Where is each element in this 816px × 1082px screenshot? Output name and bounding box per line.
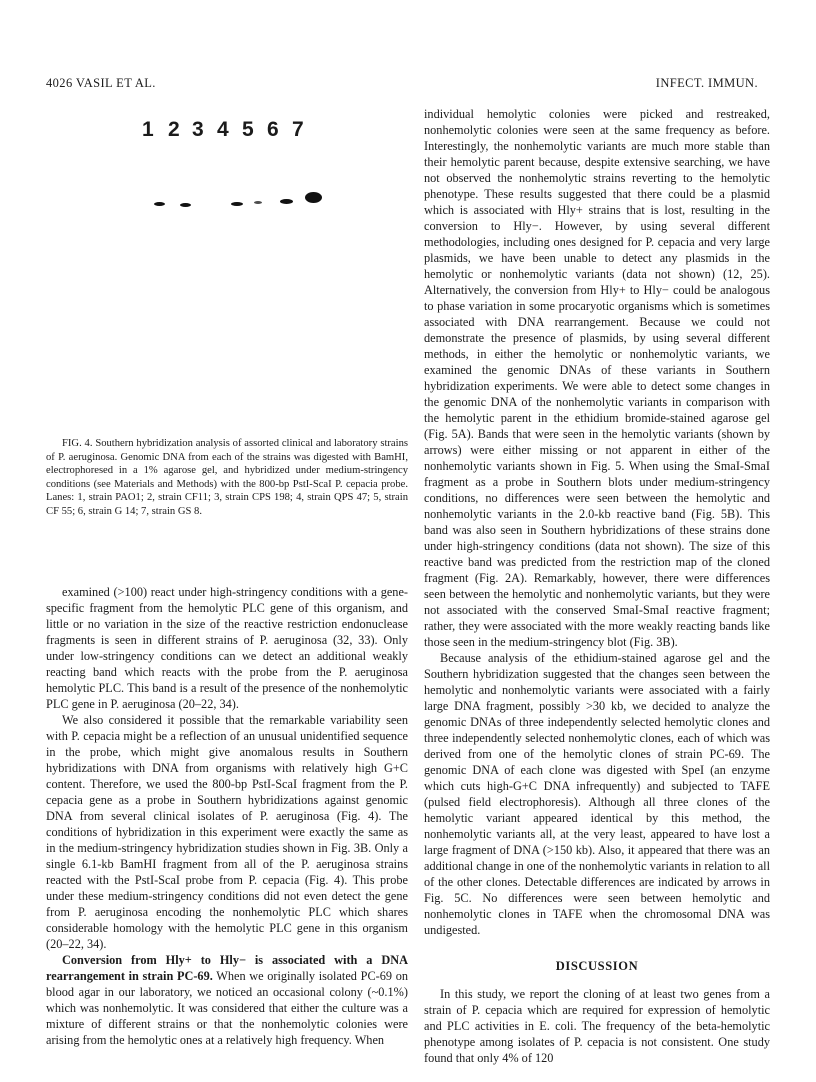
right-column (424, 106, 770, 1066)
body-paragraph-runin (46, 952, 408, 1048)
band-lane-4 (231, 202, 243, 206)
lane-label-1: 1 (142, 118, 154, 141)
band-lane-5 (254, 201, 262, 204)
running-header-right: INFECT. IMMUN. (655, 76, 758, 90)
band-lane-7 (305, 192, 322, 203)
body-paragraph: Because analysis of the ethidium-stained agarose gel and the Southern hybridization suggested that the changes seen between the hemolytic and nonhemolytic variants were associated with a fairly large DNA fragment, possibly >30 kb, we decided to analyze the genomic DNAs of three independently selected hemolytic clones and three independently selected nonhemolytic clones, each of which was derived from one of the hemolytic clones of strain PC-69. The genomic DNA of each clone was digested with SpeI (an enzyme which cuts high-G+C DNA infrequently) and subjected to TAFE (pulsed field electrophoresis). Although all three clones of the hemolytic variant appeared identical by this method, the nonhemolytic variants all, at the very least, appeared to have lost a large fragment of DNA (>150 kb). Also, it appeared that there was an additional change in one of the nonhemolytic variants in relation to all of the other clones. Detectable differences are indicated by arrows in Fig. 5C. No differences were seen between hemolytic and nonhemolytic clones in TAFE when the chromosomal DNA was undigested. (424, 651, 770, 937)
left-column (46, 437, 408, 519)
lane-label-3: 3 (192, 118, 204, 141)
section-heading-discussion: DISCUSSION (555, 959, 639, 973)
runin-heading: Conversion from Hly+ to Hly− is associated with a DNA rearrangement in strain PC-69. (46, 953, 408, 983)
lane-label-6: 6 (267, 118, 279, 141)
body-paragraph: In this study, we report the cloning of at least two genes from a strain of P. cepacia which are required for expression of hemolytic and PLC activities in E. coli. The frequency of the beta-hemolytic phenotype among isolates of P. cepacia is not consistent. One study found that only 4% of 120 (424, 987, 770, 1065)
body-paragraph: individual hemolytic colonies were picked and restreaked, nonhemolytic colonies were seen at the same frequency as before. Interestingly, the nonhemolytic variants are much more stable than their hemolytic parent because, despite extensive searching, we have not observed the nonhemolytic strains reverting to the hemolytic phenotype. These results suggested that there could be a plasmid which is associated with Hly+ strains that is lost, resulting in the conversion to Hly−. However, by using several different methodologies, including ones designed for P. cepacia and very large plasmids, we have been unable to detect any plasmids in the hemolytic or nonhemolytic variants (data not shown) (12, 25). Alternatively, the conversion from Hly+ to Hly− could be analogous to phase variation in some procaryotic organisms which is sometimes associated with DNA rearrangement. Because we could not demonstrate the presence of plasmids, by using several different methods, in either the hemolytic or nonhemolytic variants, we examined the genomic DNAs of these variants in Southern hybridization experiments. We were able to detect some changes in the genomic DNA of the nonhemolytic variants in comparison with the hemolytic parent in the ethidium bromide-stained agarose gel (Fig. 5A). Bands that were seen in the hemolytic variants (shown by arrows) were either missing or not apparent in either of the nonhemolytic variants shown in Fig. 5. When using the SmaI-SmaI fragment as a probe in Southern blots under medium-stringency conditions, no differences were seen between the hemolytic and nonhemolytic variants in the 2.0-kb reactive band (Fig. 5B). This band was also seen in Southern hybridizations of these strains done under high-stringency conditions (data not shown). The size of this reactive band was predicted from the restriction map of the cloned fragment (Fig. 2A). Remarkably, however, there were differences seen between the hemolytic and nonhemolytic variants, but they were not associated with the conserved SmaI-SmaI reactive fragment; rather, they were associated with the more weakly reacting bands like those seen in the medium-stringency blot (Fig. 3B). (424, 107, 770, 649)
lane-label-2: 2 (168, 118, 180, 141)
lane-label-5: 5 (242, 118, 254, 141)
southern-blot-figure (140, 112, 340, 222)
body-paragraph: examined (>100) react under high-stringency conditions with a gene-specific fragment from the hemolytic PLC gene of this organism, and little or no variation in the size of the reactive restriction endonuclease fragments is seen in different strains of P. aeruginosa (32, 33). Only under low-stringency conditions can we detect an additional weakly reacting band which reacts with the probe from the P. aeruginosa hemolytic PLC. This band is a result of the presence of the nonhemolytic PLC gene in P. aeruginosa (20–22, 34). (46, 585, 408, 711)
lane-label-7: 7 (292, 118, 304, 141)
lane-label-4: 4 (217, 118, 229, 141)
body-paragraph: We also considered it possible that the remarkable variability seen with P. cepacia might be a reflection of an unusual unidentified sequence in the probe, which might give anomalous results in Southern hybridizations with DNA from organisms with relatively high G+C content. Therefore, we used the 800-bp PstI-ScaI fragment from the P. cepacia gene as a probe in Southern hybridizations against genomic DNA from several clinical isolates of P. aeruginosa (Fig. 4). The conditions of hybridization in this experiment were exactly the same as in the medium-stringency hybridization studies shown in Fig. 3B. Only a single 6.1-kb BamHI fragment from all of the P. aeruginosa strains reacted with the PstI-ScaI probe from P. cepacia (Fig. 4). This probe under these medium-stringency conditions did not even detect the gene from P. aeruginosa encoding the nonhemolytic PLC which shares considerable homology with the hemolytic PLC gene in this organism (20–22, 34). (46, 713, 408, 951)
band-lane-6 (280, 199, 293, 204)
figure-caption: FIG. 4. Southern hybridization analysis of assorted clinical and laboratory strains of P. aeruginosa. Genomic DNA from each of the strains was digested with BamHI, electrophoresed in a 1% agarose gel, and hybridized under medium-stringency conditions (see Materials and Methods) with the 800-bp PstI-ScaI P. cepacia probe. Lanes: 1, strain PAO1; 2, strain CF11; 3, strain CPS 198; 4, strain QPS 47; 5, strain CF 55; 6, strain G 14; 7, strain GS 8. (46, 438, 408, 517)
running-header-left: 4026 VASIL ET AL. (46, 76, 156, 90)
runin-body: When we originally isolated PC-69 on blood agar in our laboratory, we noticed an occasional colony (~0.1%) which was nonhemolytic. It was considered that either the culture was a mixture of different strains or that the nonhemolytic colonies were arising from the hemolytic ones at a relatively high frequency. When (46, 969, 408, 1047)
band-lane-2 (180, 203, 191, 207)
left-column-body (46, 584, 408, 1048)
band-lane-1 (154, 202, 165, 206)
